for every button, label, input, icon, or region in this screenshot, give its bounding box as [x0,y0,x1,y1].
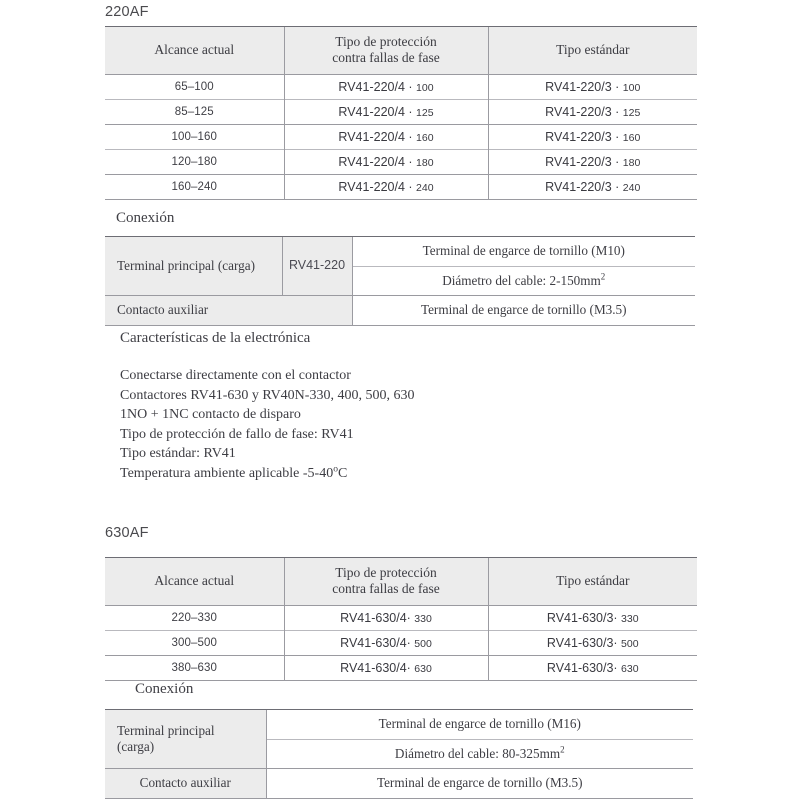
header-line: Tipo de protección [335,565,437,580]
temperature-suffix: C [337,465,348,481]
code-base: RV41-220/4 · [338,104,417,119]
code-suffix: 160 [416,131,434,144]
cell-fault-protection-type [284,149,488,174]
table-row-main-terminal [105,237,695,267]
code-suffix: 125 [622,106,641,119]
code-suffix: 125 [416,106,434,119]
bottom-rule [488,199,697,200]
cell-fault-protection-type [284,605,488,630]
header-line: Tipo estándar [556,572,630,588]
code-base: RV41-630/4· [340,610,415,625]
header-line: contra fallas de fase [332,49,440,65]
bottom-rule [352,325,695,326]
header-alcance-actual [105,558,284,606]
table-row [105,605,697,630]
features-text-block [120,366,414,483]
header-line: Alcance actual [154,41,235,57]
bottom-rule [105,798,266,799]
table-630af-ratings [105,557,697,681]
bottom-rule [284,199,488,200]
cell-standard-type [488,74,697,99]
table-row-main-terminal [105,710,693,740]
value-main-terminal-2 [266,739,693,769]
code-suffix: 180 [622,156,641,169]
table-bottom-rule-row [105,680,697,681]
code-base: RV41-220/3 · [545,179,623,194]
table-row [105,74,697,99]
feature-line: Conectarse directamente con el contactor [120,368,351,383]
superscript-2: 2 [560,744,565,755]
code-suffix: 330 [414,612,432,625]
cell-standard-type [488,605,697,630]
cell-range: 380–630 [105,655,284,680]
code-suffix: 500 [414,637,432,650]
feature-line: Tipo estándar: RV41 [120,446,236,461]
superscript-2: 2 [600,271,606,282]
code-suffix: 180 [416,156,434,169]
label-line: Terminal principal [117,722,215,738]
code-base: RV41-630/3· [546,610,622,625]
temperature-prefix: Temperatura ambiente aplicable -5-40 [120,465,334,481]
value-main-terminal-2 [352,266,695,296]
cell-fault-protection-type [284,655,488,680]
table-row [105,630,697,655]
bottom-rule [266,798,693,799]
table-bottom-rule-row [105,199,697,200]
label-aux-contact: Contacto auxiliar [105,769,266,799]
label-aux-contact: Contacto auxiliar [105,296,282,326]
code-base: RV41-220/4 · [338,154,417,169]
feature-line: Contactores RV41-630 y RV40N-330, 400, 500, 630 [120,387,415,403]
cell-standard-type [488,174,697,199]
cell-range: 220–330 [105,605,284,630]
code-suffix: 500 [621,637,639,650]
cell-range: 65–100 [105,74,284,99]
bottom-rule [284,680,488,681]
label-main-terminal [105,710,266,769]
header-tipo-proteccion [284,27,488,75]
cell-range: 85–125 [105,99,284,124]
value-text: Diámetro del cable: 80-325mm [394,745,561,761]
bottom-rule [105,680,284,681]
cell-range: 120–180 [105,149,284,174]
value-main-terminal-1 [352,237,695,267]
table-row [105,149,697,174]
cell-range: 300–500 [105,630,284,655]
label-line: (carga) [117,739,155,754]
value-text: Diámetro del cable: 2-150mm [442,272,601,288]
feature-line: 1NO + 1NC contacto de disparo [120,407,301,422]
header-line: Tipo estándar [556,41,630,57]
code-suffix: 630 [621,662,639,675]
value-aux-contact: Terminal de engarce de tornillo (M3.5) [266,769,693,799]
cell-standard-type [488,655,697,680]
code-base: RV41-220/4 · [338,129,417,144]
cell-fault-protection-type [284,74,488,99]
value-model-code: RV41-220 [282,237,352,296]
table-header-row [105,27,697,75]
code-base: RV41-220/3 · [545,154,623,169]
code-base: RV41-220/3 · [545,104,623,119]
code-base: RV41-220/4 · [338,179,417,194]
code-suffix: 330 [621,612,639,625]
cell-fault-protection-type [284,630,488,655]
table-220af-ratings [105,26,697,200]
table-row [105,655,697,680]
heading-conexion-220af: Conexión [116,210,175,226]
cell-range: 100–160 [105,124,284,149]
cell-standard-type [488,99,697,124]
code-suffix: 240 [416,181,434,194]
table-bottom-rule-row [105,325,695,326]
bottom-rule [488,680,697,681]
feature-line-temperature [120,464,414,484]
bottom-rule [282,325,352,326]
value-text: Terminal de engarce de tornillo (M10) [422,243,625,258]
cell-fault-protection-type [284,99,488,124]
header-tipo-estandar [488,27,697,75]
spacer-cell [282,296,352,326]
feature-line: Tipo de protección de fallo de fase: RV41 [120,426,354,442]
table-row-aux-contact [105,769,693,799]
bottom-rule [105,199,284,200]
header-line: contra fallas de fase [332,580,440,596]
cell-standard-type [488,124,697,149]
section-title-220af: 220AF [105,4,149,20]
value-main-terminal-1 [266,710,693,740]
cell-standard-type [488,149,697,174]
header-tipo-estandar [488,558,697,606]
code-suffix: 100 [622,81,641,94]
table-row [105,124,697,149]
cell-fault-protection-type [284,174,488,199]
code-suffix: 160 [622,131,641,144]
code-base: RV41-630/3· [546,635,622,650]
superscript-o: o [333,463,338,474]
table-630af-connection [105,709,693,799]
table-220af-connection [105,236,695,326]
table-row [105,99,697,124]
table-header-row [105,558,697,606]
value-text: Terminal de engarce de tornillo (M16) [378,716,581,731]
code-base: RV41-220/3 · [545,129,623,144]
section-title-630af: 630AF [105,525,149,541]
header-alcance-actual [105,27,284,75]
header-tipo-proteccion [284,558,488,606]
table-bottom-rule-row [105,798,693,799]
cell-fault-protection-type [284,124,488,149]
code-suffix: 240 [622,181,641,194]
header-line: Tipo de protección [335,34,437,49]
header-line: Alcance actual [154,572,235,588]
code-suffix: 100 [416,81,434,94]
heading-conexion-630af: Conexión [135,681,194,697]
value-aux-contact: Terminal de engarce de tornillo (M3.5) [352,296,695,326]
heading-caracteristicas: Características de la electrónica [120,330,311,346]
code-base: RV41-630/3· [546,660,622,675]
code-base: RV41-630/4· [340,660,415,675]
label-main-terminal: Terminal principal (carga) [105,237,282,296]
table-row-aux-contact [105,296,695,326]
cell-standard-type [488,630,697,655]
bottom-rule [105,325,282,326]
code-suffix: 630 [414,662,432,675]
code-base: RV41-220/4 · [338,79,417,94]
cell-range: 160–240 [105,174,284,199]
code-base: RV41-630/4· [340,635,415,650]
table-row [105,174,697,199]
code-base: RV41-220/3 · [545,79,623,94]
